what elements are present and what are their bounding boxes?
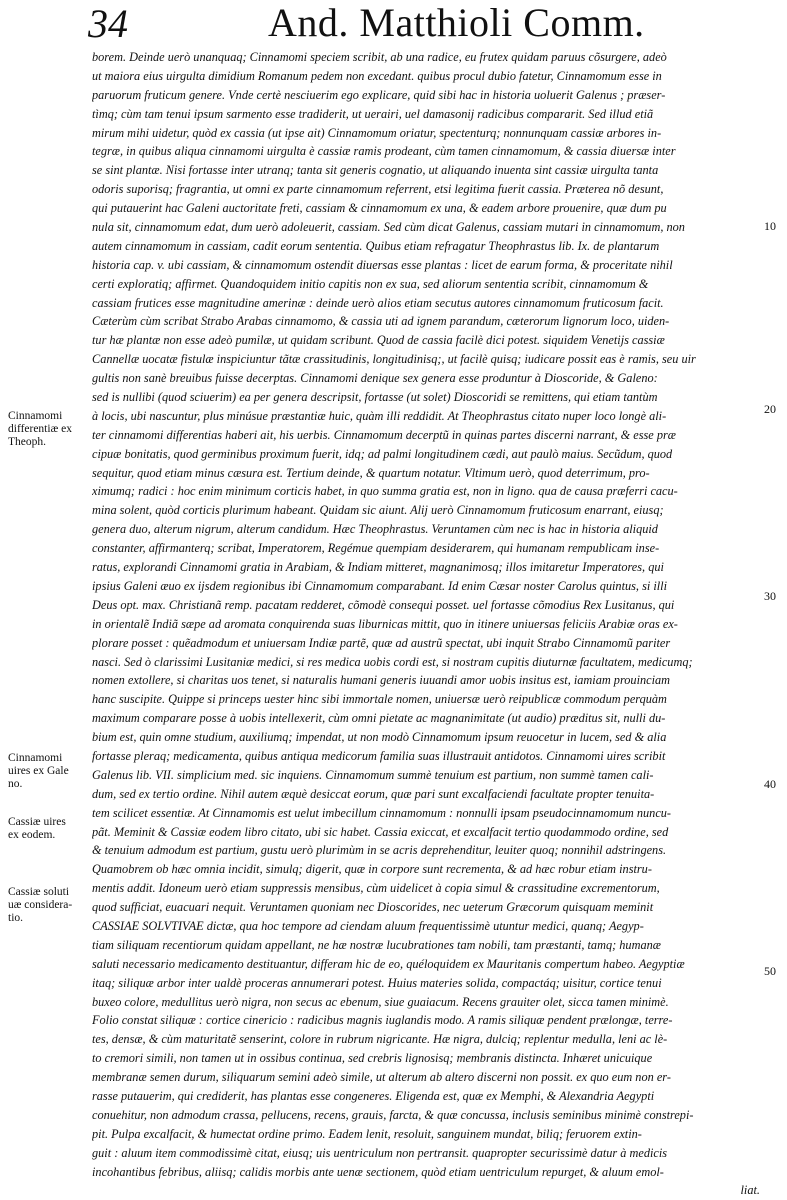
line-number: 20 [764, 402, 776, 416]
text-line: sed is nullibi (quod sciuerim) ea per genera descripsit, fortasse (ut solet) Dioscoridi se remittens, qui etiam tantùm [92, 390, 658, 405]
text-line: liat. [740, 1183, 760, 1198]
page-number: 34 [88, 1, 128, 46]
margin-note [8, 410, 90, 449]
text-line: incohantibus febribus, aliisq; calidis morbis ante uenæ sectionem, quòd etiam uentriculum repurget, & aluum emol- [92, 1164, 664, 1179]
text-line: quod sufficiat, euacuari nequit. Veruntamen quoniam nec Dioscorides, nec ueterum Græcorum quisquam meminit [92, 900, 654, 915]
text-line: se sint plantæ. Nisi fortasse inter utranq; tanta sit generis cognatio, ut aliquando inuenta sint cassiæ uirgulta tanta [92, 163, 659, 178]
text-line: mina solent, quòd corticis plurimum habeant. Quidam sic aiunt. Alij uerò Cinnamomum fruticosum enarrant, eiusq; [92, 503, 664, 518]
text-line: constanter, affirmanterq; scribat, Imperatorem, Regémue quempiam desiderarem, qui humanam rempublicam inse- [92, 541, 660, 556]
text-line: nula sit, cinnamomum edat, dum uerò adoleuerit, cassiam. Sed cùm dicat Galenus, cassiam mutari in cinnamomum, non [92, 220, 685, 235]
text-line: sequitur, quod etiam minus cæsura est. Tertium deinde, & quartum notatur. Vltimum uerò, quod deterrimum, pro- [92, 465, 650, 480]
text-line: qui putauerint hac Galeni auctoritate freti, cassiam & cinnamomum ex una, & eadem arbore prouenire, quæ dum pu [92, 201, 667, 216]
text-line: rasse putauerim, qui crediderit, has plantas esse congeneres. Eligenda est, quæ ex Memphi, & Alexandria Aegypti [92, 1088, 655, 1103]
text-line: tes, densæ, & cùm maturitatẽ senserint, colore in rubrum nigricante. Hæ nigra, dulciq; replentur medulla, leni ac lè- [92, 1032, 668, 1047]
text-line: gultis non sanè breuibus fuisse decerptas. Cinnamomi denique sex genera esse produntur à Dioscoride, & Galeno: [92, 371, 658, 386]
margin-note-line: Theoph. [8, 436, 47, 448]
margin-note-line: Cinnamomi [8, 752, 63, 764]
text-line: itaq; siliquæ arbor inter ualdè proceras annumerari potest. Huius materies solida, compactáq; uisitur, cortice tenui [92, 975, 662, 990]
text-line: historia cap. v. ubi cassiam, & cinnamomum ostendit diuersas esse plantas : licet de earum forma, & proceritate nihil [92, 257, 673, 272]
text-line: & tenuium admodum est partium, gustu uerò plurimùm in se acris deprehenditur, leuiter quoq; nonnihil adstringens. [92, 843, 667, 858]
text-line: hanc suscipite. Quippe si princeps uester hinc sibi immortale nomen, uniuersæ uerò reipublicæ commodum perquàm [92, 692, 667, 707]
text-line: fortasse pleraq; medicamenta, quibus antiqua medicorum familia suas illustrauit antidotos. Cinnamomi uires scribit [92, 748, 666, 763]
commentary-text [92, 48, 760, 1200]
margin-note [8, 886, 90, 925]
text-line: nasci. Sed ò clarissimi Lusitaniæ medici, si res medica uobis cordi est, si nostram cupitis diuturnæ facultatem, medicumq; [92, 654, 693, 669]
text-line: pit. Pulpa excalfacit, & humectat ordine primo. Eadem lenit, resoluit, sanguinem mundat, biliq; feruorem extin- [92, 1126, 642, 1141]
text-line: odoris suporisq; fragrantia, ut omni ex parte cinnamomum referrent, etsi legitima fuerit cassia. Præterea nõ desunt, [92, 182, 664, 197]
text-line: in orientalẽ Indiã sæpe ad aromata conquirenda suas liburnicas mittit, quo in itinere uniuersas feliciis Arabiæ oras ex- [92, 616, 678, 631]
text-line: dum, sed ex tertio ordine. Nihil autem æquè desiccat eorum, quæ pari sunt excalfaciendi facultate propter tenuita- [92, 786, 655, 801]
text-line: guit : aluum item commodissimè citat, eiusq; uis uentriculum non pertransit. quapropter securissimè datur à medicis [92, 1145, 668, 1160]
text-line: maximum comparare posse à uobis intellexerit, cùm omni pietate ac magnanimitate (ut audio) præditus sit, nulli du- [92, 711, 666, 726]
margin-note-line: differentiæ ex [8, 423, 72, 435]
text-line: cassiam frutices esse magnitudine amerinæ : deinde uerò alios etiam secutus autores cinnamomum fruticosum facit. [92, 295, 664, 310]
page-header [0, 0, 787, 48]
text-line: CASSIAE SOLVTIVAE dictæ, qua hoc tempore ad ciendam aluum frequentissimè utuntur medici, quanq; Aegyp- [92, 918, 644, 933]
margin-note-line: Cinnamomi [8, 410, 63, 422]
margin-note [8, 816, 90, 842]
running-title: And. Matthioli Comm. [268, 0, 645, 45]
text-line: certi exploratiq; affirmet. Quandoquidem initio capitis non ex sua, sed aliorum sententia scribit, cinnamomum & [92, 276, 649, 291]
text-line: mentis addit. Idoneum uerò etiam suppressis mensibus, cùm uidelicet à copia simul & crassitudine excrementorum, [92, 881, 660, 896]
text-line: tiam siliquam recentiorum quidam appellant, ne hæ nostræ lucubrationes tam nobili, tam præstanti, tamq; humanæ [92, 937, 661, 952]
margin-note [8, 752, 90, 791]
margin-note-line: ex eodem. [8, 829, 56, 841]
text-line: ipsius Galeni æuo ex ijsdem regionibus ibi Cinnamomum comparabant. Id enim Cæsar noster Carolus quintus, si illi [92, 578, 668, 593]
text-line: genera duo, alterum nigrum, alterum candidum. Hæc Theophrastus. Veruntamen cùm nec is hac in historia aliquid [92, 522, 658, 537]
text-line: membranæ semen durum, siliquarum semini adeò simile, ut alterum ab altero discerni non possit. ex quo eum non er- [92, 1070, 671, 1085]
text-line: nomen extollere, si charitas uos tenet, si naturalis humani generis iuuandi amor uobis insitus est, iamiam prouinciam [92, 673, 671, 688]
line-number: 50 [764, 964, 776, 978]
text-line: paruorum fruticum genere. Vnde certè nesciuerim ego explicare, quid sibi hac in historia uoluerit Galenus ; præser- [92, 87, 666, 102]
margin-note-line: uæ considera- [8, 899, 73, 911]
text-line: tìmq; cùm tam tenui ipsum sarmento esse tradiderit, ut uerairi, uel damasonij radicibus compararit. Sed illud etiã [92, 106, 654, 121]
margin-note-line: uires ex Gale [8, 765, 69, 777]
text-line: ximumq; radici : hoc enim minimum corticis habet, in quo summa gratia est, non in ligno. qua de causa præferri cacu- [92, 484, 678, 499]
margin-note-line: no. [8, 778, 23, 790]
text-line: tegræ, in quibus aliqua cinnamomi uirgulta è cassiæ ramis prodeant, cùm tamen cinnamomum, & cassia diuersæ inter [92, 144, 676, 159]
text-line: plorare posset : quẽadmodum et uniuersam Indiæ partẽ, quæ ad austrũ spectat, ubi inquit Strabo Cinnamomũ pariter [92, 635, 671, 650]
margin-note-line: Cassiæ uires [8, 816, 66, 828]
text-line: ratus, explorandi Cinnamomi gratia in Arabiam, & Indiam mitteret, magnanimosq; illos imitaretur Imperatores, qui [92, 560, 664, 575]
text-line: borem. Deinde uerò unanquaq; Cinnamomi speciem scribit, ab una radice, eu frutex quidam paruus cõsurgere, adeò [92, 50, 667, 64]
text-line: Galenus lib. VII. simplicium med. sic inquiens. Cinnamomum summè tenuium est partium, non summè tamen cali- [92, 767, 654, 782]
text-line: ut maiora eius uirgulta dimidium Romanum pedem non excedant. quibus procul dubio fatetur, Cinnamomum esse in [92, 68, 662, 83]
text-line: autem cinnamomum in cassiam, cadit eorum sententia. Quibus etiam refragatur Theophrastus lib. Ix. de plantarum [92, 238, 660, 253]
text-line: tur hæ plantæ non esse adeò pumilæ, ut quidam scribunt. Quod de cassia facilè dici potest. siquidem Venetijs cassiæ [92, 333, 665, 348]
text-line: Cæterùm cùm scribat Strabo Arabas cinnamomo, & cassia uti ad ignem parandum, cæterorum lignorum loco, uiden- [92, 314, 670, 329]
text-line: ter cinnamomi differentias haberi ait, his uerbis. Cinnamomum decerptũ in quinas partes discerni narrant, & esse præ [92, 427, 676, 442]
text-line: conuehitur, non admodum crassa, pellucens, recens, grauis, farcta, & quæ concussa, inclusis seminibus minimè constrepi- [92, 1107, 694, 1122]
text-line: cipuæ bonitatis, quod germinibus proximum fuerit, idq; ad palmi longitudinem cædi, aut paulò maius. Secũdum, quod [92, 446, 673, 461]
text-line: mirum mihi uidetur, quòd ex cassia (ut ipse ait) Cinnamomum oriatur, spectenturq; nonnunquam cassiæ arbores in- [92, 125, 662, 140]
text-line: buxeo colore, medullitus uerò nigra, non secus ac ebenum, siue guaiacum. Recens grauiter olet, sicca tamen minimè. [92, 994, 669, 1009]
text-line: saluti necessario medicamento destituantur, differam hic de eo, quéloquidem ex Mauritanis compertum habeo. Aegyptiæ [92, 956, 685, 971]
text-line: pãt. Meminit & Cassiæ eodem libro citato, ubi sic habet. Cassia exiccat, et excalfacit tertio quodammodo ordine, sed [92, 824, 669, 839]
text-line: Deus opt. max. Christianã remp. pacatam redderet, cõmodè consequi posset. uel fortasse cõmodius Rex Lusitanus, qui [92, 597, 675, 612]
margin-note-line: tio. [8, 912, 24, 924]
text-line: Cannellæ uocatæ fistulæ inspiciuntur tãtæ crassitudinis, longitudinisq;, ut facilè quisq; iudicare possit eas è ramis, seu uir [92, 352, 696, 367]
line-number: 30 [764, 589, 776, 603]
text-line: Quamobrem ob hæc omnia incidit, simulq; digerit, quæ in corpore sunt recrementa, & ad hæc robur etiam instru- [92, 862, 652, 877]
line-number: 10 [764, 219, 776, 233]
text-line: à locis, ubi nascuntur, plus minúsue præstantiæ huic, quàm illi reddidit. At Theophrastus citato nuper loco longè ali- [92, 408, 667, 423]
line-number: 40 [764, 777, 776, 791]
text-line: to cremori simili, non tamen ut in ossibus continua, sed crebris lignosisq; membranis distincta. Inhæret unicuique [92, 1051, 653, 1066]
text-line: tem scilicet essentiæ. At Cinnamomis est uelut imbecillum cinnamomum : nonnulli ipsam pseudocinnamomum nuncu- [92, 805, 672, 820]
text-line: Folio constat siliquæ : cortice cinericio : radicibus magnis iuglandis modo. A ramis siliquæ pendent prælongæ, terre- [92, 1013, 673, 1028]
margin-note-line: Cassiæ soluti [8, 886, 70, 898]
text-line: bium est, quin omne studium, auxiliumq; impendat, ut non modò Cinnamomum ipsum reuocetur in lucem, sed & alia [92, 730, 667, 745]
